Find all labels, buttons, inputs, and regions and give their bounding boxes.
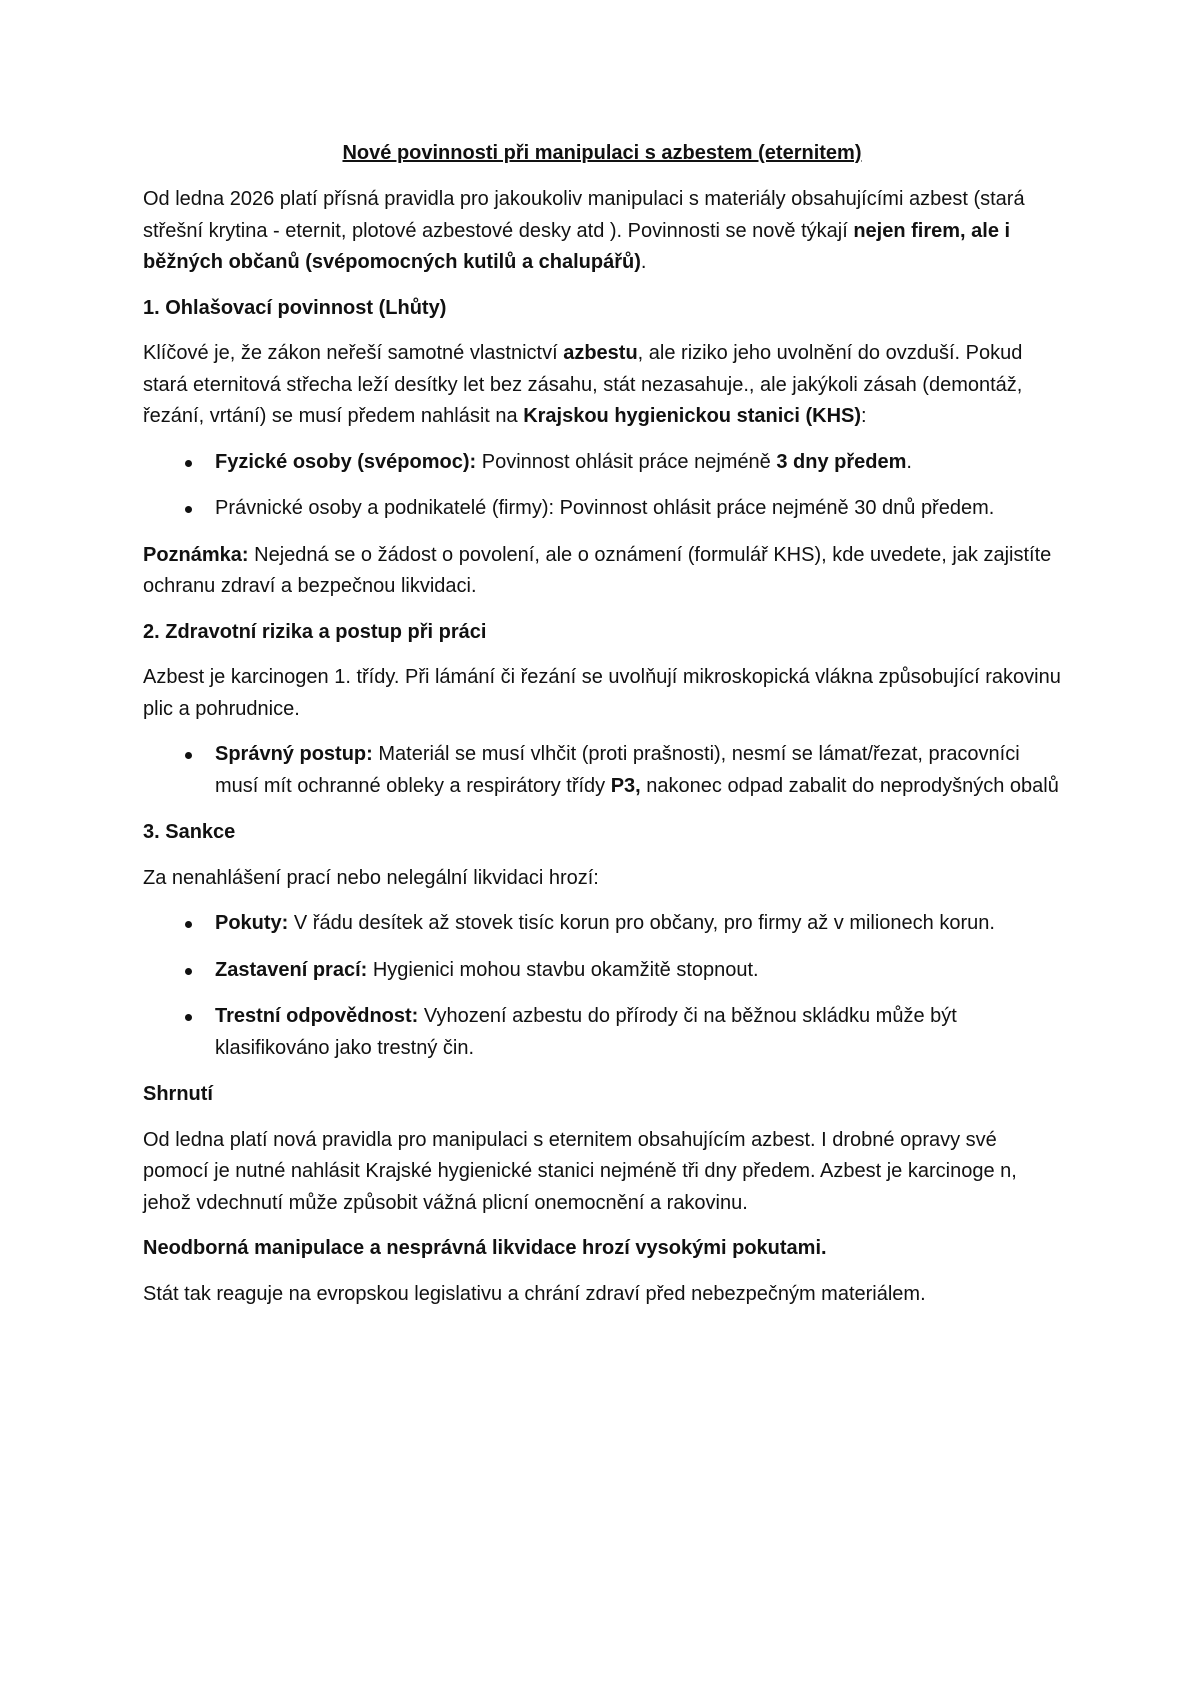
list-item bbox=[143, 493, 1061, 525]
section1-paragraph bbox=[143, 338, 1061, 433]
section3-paragraph: Za nenahlášení prací nebo nelegální likvidaci hrozí: bbox=[143, 866, 599, 889]
list-item-end: . bbox=[906, 450, 912, 473]
document-title: Nové povinnosti při manipulaci s azbestem (eternitem) bbox=[342, 142, 862, 164]
summary-bold-line bbox=[143, 1233, 1061, 1265]
bullet-icon bbox=[185, 1014, 192, 1021]
list-item-label: Pokuty: bbox=[215, 912, 289, 934]
list-item-label: Fyzické osoby (svépomoc): bbox=[215, 450, 477, 473]
bullet-icon bbox=[185, 752, 192, 759]
section2-heading: 2. Zdravotní rizika a postup při práci bbox=[143, 620, 487, 643]
summary-paragraph: Od ledna platí nová pravidla pro manipulaci s eternitem obsahujícím azbest. I drobné opravy své pomocí je nutné nahlásit Krajské hygienické stanici nejméně tři dny předem. Azbest je karcinoge n, jehož vdechnutí může způsobit vážná plicní onemocnění a rakovinu. bbox=[143, 1128, 1017, 1214]
bullet-icon bbox=[185, 460, 192, 467]
intro-end: . bbox=[640, 251, 647, 273]
summary-heading: Shrnutí bbox=[143, 1083, 213, 1105]
list-item bbox=[143, 908, 1061, 940]
closing-paragraph: Stát tak reaguje na evropskou legislativu a chrání zdraví před nebezpečným materiálem. bbox=[143, 1282, 926, 1305]
list-item-end: nakonec odpad zabalit do neprodyšných obalů bbox=[640, 774, 1059, 797]
section3-list bbox=[143, 908, 1061, 1064]
bullet-icon bbox=[185, 921, 192, 928]
list-item-bold: P3, bbox=[610, 774, 641, 797]
note-text: Nejedná se o žádost o povolení, ale o oznámení (formulář KHS), kde uvedete, jak zajistíte ochranu zdraví a bezpečnou likvidaci. bbox=[143, 543, 1052, 597]
summary-bold-text: Neodborná manipulace a nesprávná likvidace hrozí vysokými pokutami. bbox=[143, 1237, 827, 1259]
list-item-text: V řádu desítek až stovek tisíc korun pro občany, pro firmy až v milionech korun. bbox=[288, 912, 995, 934]
note-label: Poznámka: bbox=[143, 543, 249, 566]
section1-bold-2: Krajskou hygienickou stanici (KHS) bbox=[523, 405, 862, 427]
list-item-label: Správný postup: bbox=[215, 743, 373, 765]
section2-paragraph: Azbest je karcinogen 1. třídy. Při lámání či řezání se uvolňují mikroskopická vlákna způsobující rakovinu plic a pohrudnice. bbox=[143, 666, 1061, 720]
intro-bold: nejen firem, ale i běžných občanů (svépomocných kutilů a chalupářů) bbox=[143, 219, 1011, 273]
list-item-text: Vyhození azbestu do přírody či na běžnou skládku může být klasifikováno jako trestný čin. bbox=[215, 1005, 957, 1059]
note-paragraph bbox=[143, 540, 1061, 603]
section1-text-2: , ale riziko jeho uvolnění do ovzduší. Pokud stará eternitová střecha leží desítky let bez zásahu, stát nezasahuje., ale jakýkoli zásah (demontáž, řezání, vrtání) se musí předem nahlásit na bbox=[143, 342, 1023, 427]
list-item bbox=[143, 955, 1061, 987]
section2-list bbox=[143, 739, 1061, 802]
section1-text-1: Klíčové je, že zákon neřeší samotné vlastnictví bbox=[143, 342, 564, 364]
list-item-label: Zastavení prací: bbox=[215, 958, 368, 981]
list-item bbox=[143, 739, 1061, 802]
list-item-text: Právnické osoby a podnikatelé (firmy): Povinnost ohlásit práce nejméně 30 dnů předem. bbox=[215, 497, 995, 519]
list-item-label: Trestní odpovědnost: bbox=[215, 1005, 419, 1027]
intro-paragraph bbox=[143, 184, 1061, 279]
list-item bbox=[143, 1001, 1061, 1064]
list-item-text: Povinnost ohlásit práce nejméně bbox=[476, 450, 777, 473]
intro-text: Od ledna 2026 platí přísná pravidla pro jakoukoliv manipulaci s materiály obsahujícími azbest (stará střešní krytina - eternit, plotové azbestové desky atd ). Povinnosti se nově týkají bbox=[143, 188, 1025, 242]
list-item bbox=[143, 447, 1061, 479]
bullet-icon bbox=[185, 506, 192, 513]
section1-bold-1: azbestu bbox=[563, 342, 638, 364]
section1-heading: 1. Ohlašovací povinnost (Lhůty) bbox=[143, 296, 447, 319]
section1-list bbox=[143, 447, 1061, 525]
section1-text-3: : bbox=[861, 405, 867, 427]
section3-heading: 3. Sankce bbox=[143, 821, 236, 843]
list-item-bold: 3 dny předem bbox=[776, 450, 907, 473]
list-item-text: Hygienici mohou stavbu okamžitě stopnout. bbox=[367, 958, 759, 981]
bullet-icon bbox=[185, 968, 192, 975]
list-item-text: Materiál se musí vlhčit (proti prašnosti), nesmí se lámat/řezat, pracovníci musí mít ochranné obleky a respirátory třídy bbox=[215, 743, 1020, 797]
